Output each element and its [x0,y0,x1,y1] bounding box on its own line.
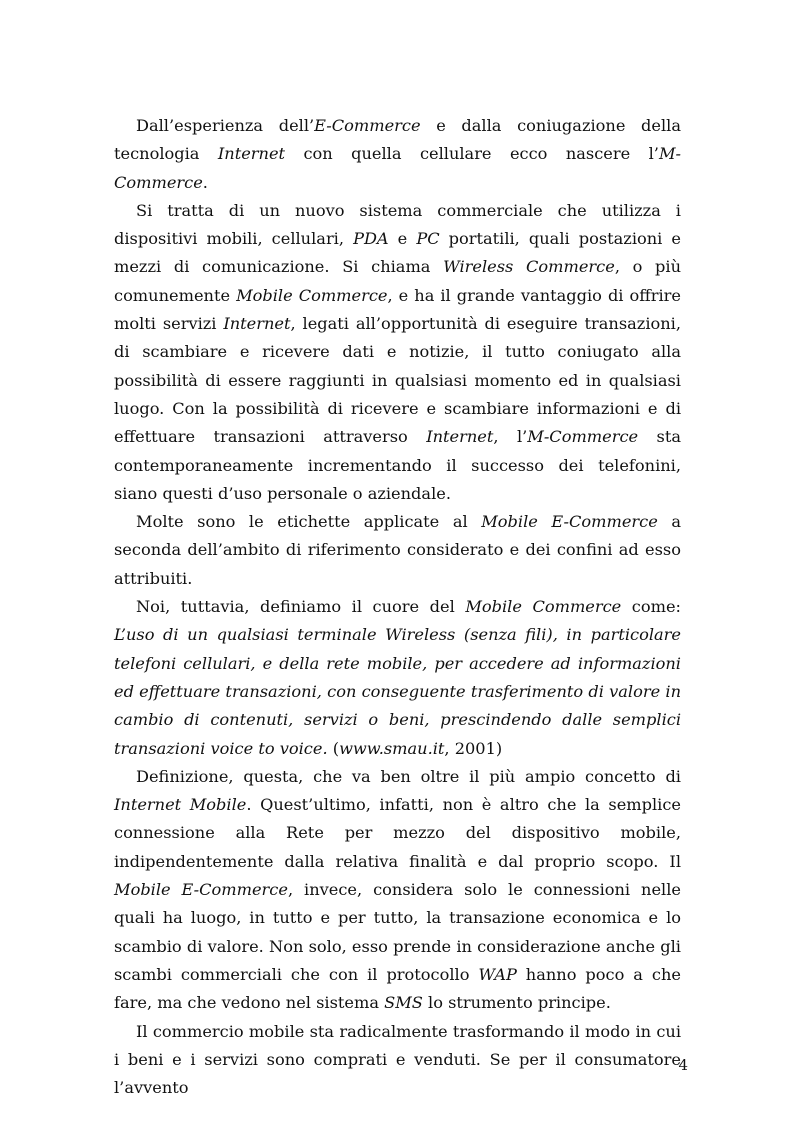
emphasis-text: L’uso di un qualsiasi terminale Wireless (senza fili), in particolare telefoni cellulari, e della rete mobile, per accedere ad informazioni ed effettuare transazioni, con conseguente trasferimento di valore in cambio di contenuti, servizi o beni, prescindendo dalle semplici transazioni voice to voice. [114,625,681,758]
emphasis-text: Mobile E-Commerce [481,512,658,532]
emphasis-text: M-Commerce [527,427,639,447]
text-run: , invece, considera solo le connessioni nelle quali ha luogo, in tutto e per tutto, la transazione economica e lo scambio di valore. Non solo, esso prende in considerazione anche gli scambi commerciali che con il protocollo [114,880,681,984]
emphasis-text: Internet Mobile [114,795,247,815]
emphasis-text: WAP [478,964,517,984]
text-run: Noi, tuttavia, definiamo il cuore del [136,597,466,617]
emphasis-text: E-Commerce [314,116,421,135]
emphasis-text: Mobile E-Commerce [114,880,288,900]
text-run: . [202,172,208,192]
text-run: , o più comunemente [114,257,681,305]
text-run: Si tratta di un nuovo sistema commerciale che utilizza i dispositivi mobili, cellulari, [114,200,681,249]
text-run: . Quest’ultimo, infatti, non è altro che la semplice connessione alla Rete per mezzo del dispositivo mobile, indipendentemente dalla relativa finalità e dal proprio scopo. Il [114,795,681,871]
text-run: e [388,229,417,249]
paragraph [114,593,681,763]
paragraph [114,763,681,1018]
emphasis-text: PC [416,229,440,249]
text-run: e dalla coniugazione della tecnologia [114,116,681,164]
paragraph [114,508,681,593]
body-text [114,112,681,1102]
text-run: Molte sono le etichette applicate al [136,512,482,532]
text-run: Dall’esperienza dell’ [136,116,315,135]
text-run: Il commercio mobile sta radicalmente trasformando il modo in cui i beni e i servizi sono comprati e venduti. Se per il consumatore l’avvento [114,1021,681,1098]
paragraph [114,112,681,197]
text-run: portatili, quali postazioni e mezzi di comunicazione. Si chiama [114,229,681,277]
emphasis-text: Internet [223,314,291,334]
text-run: lo strumento principe. [422,993,611,1013]
text-run: come: [621,597,682,617]
emphasis-text: PDA [353,229,389,249]
paragraph [114,1018,681,1103]
emphasis-text: www.smau.it [339,738,445,758]
emphasis-text: Internet [426,427,494,447]
text-run: , legati all’opportunità di eseguire transazioni, di scambiare e ricevere dati e notizie, il tutto coniugato alla possibilità di essere raggiunti in qualsiasi momento ed in qualsiasi luogo. Con la possibilità di ricevere e scambiare informazioni e di effettuare transazioni attraverso [114,314,681,447]
text-run: sta contemporaneamente incrementando il successo dei telefonini, siano questi d’uso personale o aziendale. [114,427,681,503]
emphasis-text: M-Commerce [114,144,681,192]
text-run: hanno poco a che fare, ma che vedono nel sistema [114,964,681,1013]
emphasis-text: Internet [217,144,286,164]
page-number: 4 [678,1056,688,1074]
emphasis-text: Mobile Commerce [236,285,388,305]
paragraph [114,197,681,508]
text-run: Definizione, questa, che va ben oltre il più ampio concetto di [136,766,681,786]
emphasis-text: SMS [384,993,423,1013]
text-run: a seconda dell’ambito di riferimento considerato e dei confini ad esso attribuiti. [114,512,681,588]
text-run: con quella cellulare ecco nascere l’ [285,144,659,164]
text-run: , e ha il grande vantaggio di offrire molti servizi [114,285,681,334]
text-run: , 2001) [444,738,503,758]
emphasis-text: Mobile Commerce [465,597,622,617]
text-run: ( [327,738,340,758]
emphasis-text: Wireless Commerce [443,257,615,277]
text-run: , l’ [493,427,528,447]
